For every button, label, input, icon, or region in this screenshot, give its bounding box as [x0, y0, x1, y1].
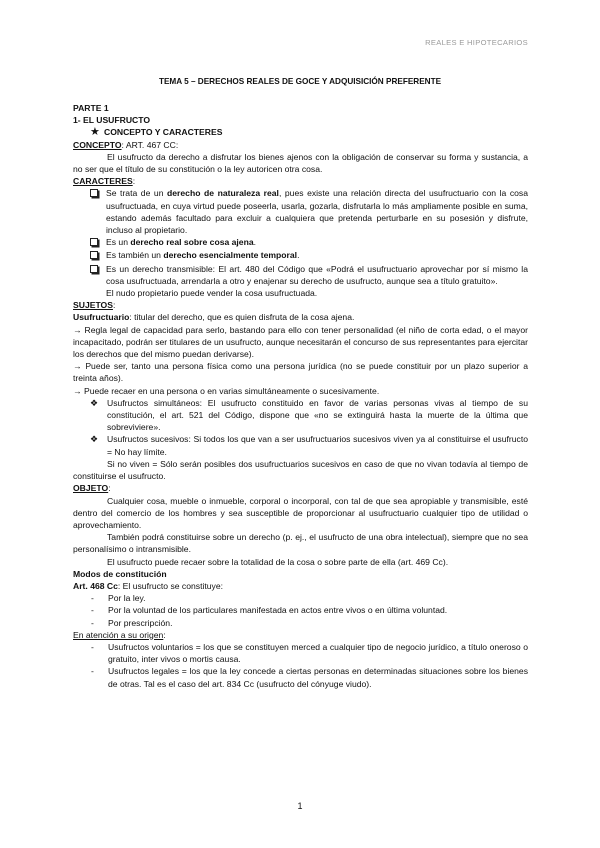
checkbox-bullet-icon	[90, 236, 106, 249]
subheading-row	[73, 126, 528, 138]
list-item: - Usufructos voluntarios = los que se constituyen merced a cualquier tipo de negocio jurídico, a título oneroso o gratuito, inter vivos o mortis causa.	[91, 641, 528, 665]
caracteres-label: CARACTERES	[73, 176, 133, 187]
modos-article: Art. 468 Cc: El usufructo se constituye:	[73, 580, 223, 591]
dash-bullet: -	[91, 605, 94, 616]
list-item: Es también un derecho esencialmente temporal.	[73, 249, 528, 262]
page-number: 1	[297, 801, 303, 811]
list-item: - Por prescripción.	[91, 617, 173, 628]
list-item: - Por la ley.	[91, 593, 146, 604]
checkbox-bullet-icon	[90, 263, 106, 287]
document-title: TEMA 5 – DERECHOS REALES DE GOCE Y ADQUISICIÓN PREFERENTE	[158, 77, 442, 86]
concepto-heading	[73, 139, 528, 151]
list-item: ❖ Usufructos sucesivos: Si todos los que van a ser usufructuarios sucesivos viven ya al constituirse el usufructo = No hay límite.	[90, 434, 528, 457]
dash-bullet: -	[91, 641, 94, 652]
diamond-bullet-icon: ❖	[90, 434, 99, 445]
objeto-label: OBJETO	[73, 483, 109, 494]
subheading: CONCEPTO Y CARACTERES	[104, 127, 223, 138]
document-body	[73, 102, 528, 690]
star-bullet-icon: ★	[90, 126, 100, 139]
arrow-paragraph: → Puede recaer en una persona o en varias simultáneamente o sucesivamente.	[73, 385, 380, 396]
objeto-paragraph: El usufructo puede recaer sobre la totalidad de la cosa o sobre parte de ella (art. 469 Cc).	[107, 556, 449, 567]
list-item: - Por la voluntad de los particulares manifestada en actos entre vivos o en última voluntad.	[91, 605, 448, 616]
concepto-ref: : ART. 467 CC:	[121, 139, 179, 150]
running-header: REALES E HIPOTECARIOS	[425, 38, 528, 47]
sujetos-label: SUJETOS	[73, 300, 113, 311]
concepto-text: El usufructo da derecho a disfrutar los bienes ajenos con la obligación de conservar su forma y sustancia, a no ser que el título de su constitución o la ley autoricen otra cosa.	[73, 151, 528, 175]
diamond-bullet-icon: ❖	[90, 397, 99, 408]
list-item: - Usufructos legales = los que la ley concede a ciertas personas en determinadas situaciones sobre los bienes de otras. Tal es el caso del art. 834 Cc (usufructo del cónyuge viudo).	[91, 666, 528, 689]
no-viven-text: Si no viven = Sólo serán posibles dos usufructuarios sucesivos en caso de que no vivan todavía al tiempo de constituirse el usufructo.	[73, 458, 528, 482]
arrow-paragraph: → Regla legal de capacidad para serlo, bastando para ello con tener personalidad (el niño de corta edad, o el mayor incapacitado, podrán ser titulares de un usufructo, aunque necesitarán el concurso de sus representantes para ejercitar los derechos que del mismo puedan derivarse).	[73, 324, 528, 360]
list-item: Es un derecho transmisible: El art. 480 del Código que «Podrá el usufructuario aprovechar por sí mismo la cosa usufructuada, arrendarla a otro y enajenar su derecho de usufructo, aunque sea a título gratuito».	[73, 263, 528, 287]
parte-heading: PARTE 1	[73, 103, 109, 113]
list-item: Es un derecho real sobre cosa ajena.	[73, 236, 528, 249]
dash-bullet: -	[91, 593, 94, 604]
list-item: ❖ Usufructos simultáneos: El usufructo constituido en favor de varias personas vivas al tiempo de su constitución, el art. 521 del Código, dispone que «no se extinguirá hasta la muerte de la última que sobreviviere».	[90, 397, 528, 433]
section-heading: 1- EL USUFRUCTO	[73, 115, 151, 126]
arrow-paragraph: → Puede ser, tanto una persona física como una persona jurídica (no se puede constituir por un plazo superior a treinta años).	[73, 361, 528, 384]
dash-bullet: -	[91, 617, 94, 628]
origen-heading: En atención a su origen:	[73, 629, 166, 640]
caracteres-note: El nudo propietario puede vender la cosa usufructuada.	[106, 288, 318, 299]
modos-heading: Modos de constitución	[73, 568, 167, 579]
objeto-heading: OBJETO:	[73, 483, 111, 494]
concepto-label: CONCEPTO	[73, 139, 122, 150]
objeto-paragraph: Cualquier cosa, mueble o inmueble, corporal o incorporal, con tal de que sea apropiable y transmisible, esté dentro del comercio de los hombres y sea susceptible de proporcionar al usufructuario cualquier tipo de utilidad o aprovechamiento.	[73, 495, 528, 530]
checkbox-bullet-icon	[90, 249, 106, 262]
caracteres-heading: CARACTERES:	[73, 176, 136, 187]
dash-bullet: -	[91, 666, 94, 677]
checkbox-bullet-icon	[90, 187, 106, 236]
usufructuario-def: Usufructuario: titular del derecho, que es quien disfruta de la cosa ajena.	[73, 312, 355, 323]
objeto-paragraph: También podrá constituirse sobre un derecho (p. ej., el usufructo de una obra intelectual), siempre que no sea personalísimo o intransmisible.	[73, 532, 528, 555]
sujetos-heading: SUJETOS:	[73, 300, 116, 311]
list-item: Se trata de un derecho de naturaleza real, pues existe una relación directa del usufructuario con la cosa usufructuada, en cuya virtud puede poseerla, usarla, gozarla, disfrutarla lo más ampliamente posible en suma, estando además facultado para excluir a cualquiera que pretenda perturbarle en su posesión y disfrute, incluso al propietario.	[73, 187, 528, 236]
